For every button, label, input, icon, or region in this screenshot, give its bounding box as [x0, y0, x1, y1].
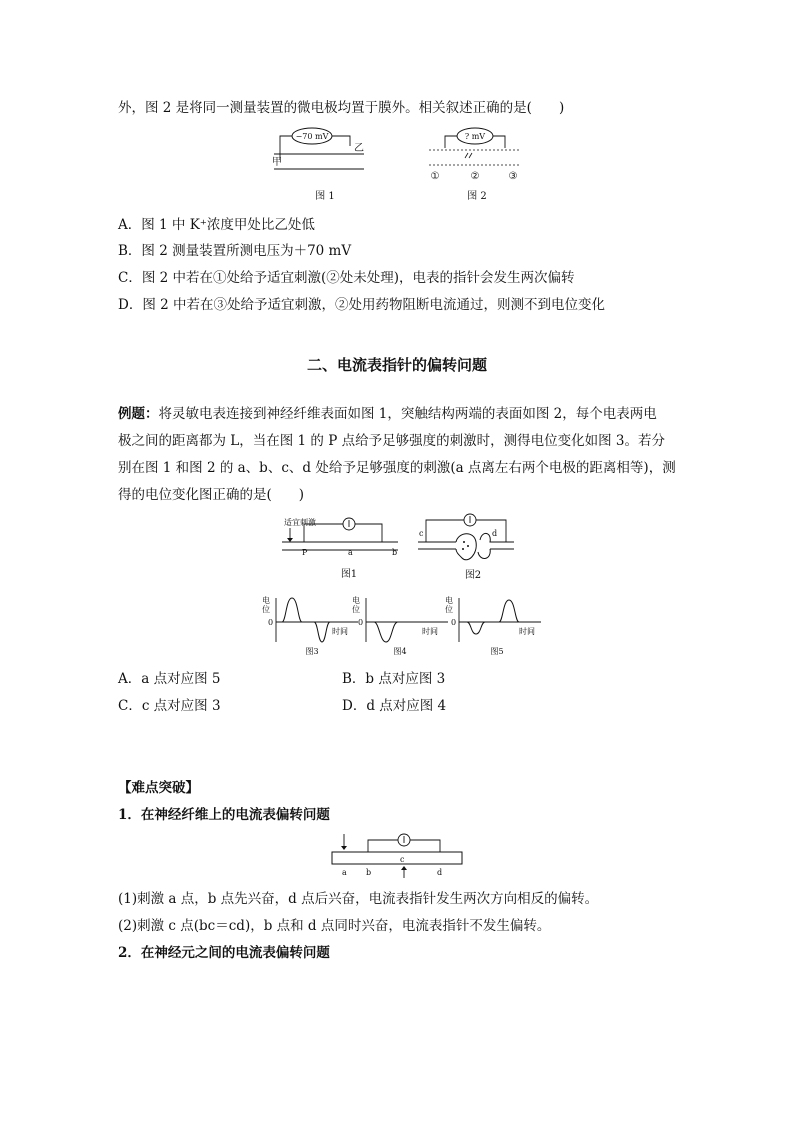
point-a: a	[342, 868, 347, 877]
option-c: C．图 2 中若在①处给予适宜刺激(②处未处理)，电表的指针会发生两次偏转	[118, 270, 575, 286]
x-label: 时间	[422, 627, 438, 636]
fiber-meter-figure	[330, 832, 466, 880]
site-3-label: ③	[508, 171, 518, 182]
example-line-4: 得的电位变化图正确的是( )	[118, 487, 305, 503]
stimulus-label: 适宜刺激	[284, 518, 316, 527]
example-option-d: D．d 点对应图 4	[342, 698, 447, 714]
figure-caption: 图4	[393, 647, 407, 656]
y-label-2: 位	[262, 605, 270, 614]
figure-caption: 图 2	[467, 191, 487, 202]
y-label-2: 位	[352, 605, 360, 614]
example-line-2: 极之间的距离都为 L，当在图 1 的 P 点给予足够强度的刺激时，测得电位变化如图 3。若分	[118, 433, 665, 449]
example-line-1	[118, 405, 657, 423]
y-label-1: 电	[352, 596, 360, 605]
figure-caption: 图5	[490, 647, 504, 656]
site-1-label: ①	[430, 171, 440, 182]
figure-caption: 图 1	[315, 191, 335, 202]
membrane-figure-2	[425, 124, 525, 204]
meter-reading: ? mV	[464, 132, 486, 141]
point-d: d	[492, 529, 498, 538]
origin-label: 0	[268, 618, 274, 627]
y-label-1: 电	[445, 596, 453, 605]
origin-label: 0	[451, 618, 457, 627]
synapse-figure	[418, 512, 518, 586]
option-a: A．图 1 中 K⁺浓度甲处比乙处低	[118, 217, 315, 233]
figure-caption: 图3	[305, 647, 319, 656]
difficulty-point-1-title: 1．在神经纤维上的电流表偏转问题	[118, 807, 330, 823]
point-b: b	[366, 868, 372, 877]
question-intro: 外，图 2 是将同一测量装置的微电极均置于膜外。相关叙述正确的是( )	[118, 100, 565, 116]
figure-caption: 图2	[464, 570, 482, 581]
figure-caption: 图1	[340, 569, 358, 580]
point-c: c	[400, 855, 405, 864]
point-a: a	[348, 548, 353, 557]
point-d: d	[437, 868, 443, 877]
difficulty-line-2: (2)刺激 c 点(bc＝cd)，b 点和 d 点同时兴奋，电流表指针不发生偏转。	[118, 918, 551, 934]
section-title: 二、电流表指针的偏转问题	[306, 356, 487, 374]
point-c: c	[419, 529, 424, 538]
y-label-2: 位	[445, 605, 453, 614]
site-2-label: ②	[470, 171, 480, 182]
origin-label: 0	[358, 618, 364, 627]
potential-graph-4	[352, 594, 452, 660]
y-label-1: 电	[262, 596, 270, 605]
potential-graph-3	[262, 594, 362, 660]
example-label: 例题：	[118, 406, 159, 422]
example-option-b: B．b 点对应图 3	[342, 671, 446, 687]
label-jia: 甲	[272, 157, 282, 168]
example-text: 将灵敏电表连接到神经纤维表面如图 1，突触结构两端的表面如图 2，每个电表两电	[158, 406, 657, 422]
difficulty-line-1: (1)刺激 a 点，b 点先兴奋，d 点后兴奋，电流表指针发生两次方向相反的偏转。	[118, 891, 599, 907]
point-p: P	[302, 548, 308, 557]
example-line-3: 别在图 1 和图 2 的 a、b、c、d 处给予足够强度的刺激(a 点离左右两个电极的距离相等)，测	[118, 460, 676, 476]
example-option-c: C．c 点对应图 3	[118, 698, 221, 714]
membrane-figure-1	[270, 124, 380, 204]
option-b: B．图 2 测量装置所测电压为＋70 mV	[118, 243, 352, 259]
example-option-a: A．a 点对应图 5	[118, 671, 221, 687]
point-b: b	[392, 548, 398, 557]
nerve-fiber-figure	[282, 514, 402, 586]
potential-graph-5	[445, 594, 545, 660]
x-label: 时间	[519, 627, 535, 636]
meter-reading: −70 mV	[295, 132, 329, 141]
difficulty-heading: 【难点突破】	[118, 780, 199, 796]
difficulty-point-2-title: 2．在神经元之间的电流表偏转问题	[118, 945, 330, 961]
option-d: D．图 2 中若在③处给予适宜刺激，②处用药物阻断电流通过，则测不到电位变化	[118, 297, 605, 313]
x-label: 时间	[332, 627, 348, 636]
label-yi: 乙	[354, 143, 364, 154]
